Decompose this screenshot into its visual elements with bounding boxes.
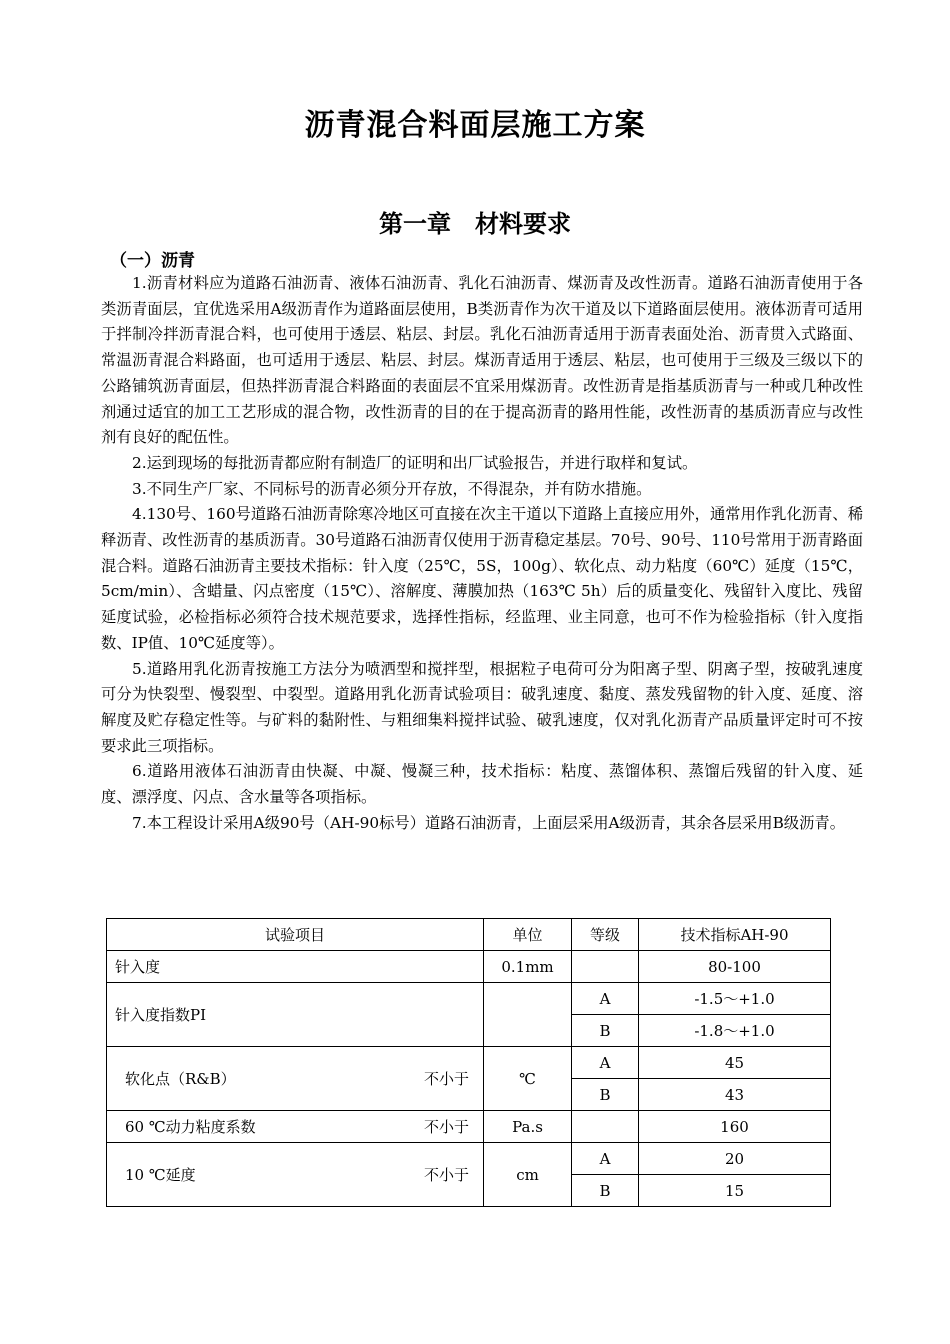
- softening-unit: ℃: [484, 1047, 572, 1111]
- viscosity-name: 60 ℃动力粘度系数: [125, 1118, 256, 1136]
- pi-value-a: -1.5～+1.0: [639, 983, 831, 1015]
- softening-value-b: 43: [639, 1079, 831, 1111]
- ductility-cond: 不小于: [423, 1166, 469, 1184]
- ductility-value-a: 20: [639, 1143, 831, 1175]
- penetration-grade: [572, 951, 639, 983]
- ductility-value-b: 15: [639, 1175, 831, 1207]
- header-unit: 单位: [484, 919, 572, 951]
- paragraph-3: 3.不同生产厂家、不同标号的沥青必须分开存放，不得混杂，并有防水措施。: [132, 479, 652, 498]
- viscosity-grade: [572, 1111, 639, 1143]
- document-title: 沥青混合料面层施工方案: [304, 108, 646, 143]
- ductility-unit: cm: [484, 1143, 572, 1207]
- paragraph-1: 1.沥青材料应为道路石油沥青、液体石油沥青、乳化石油沥青、煤沥青及改性沥青。道路石油沥青使用于各类沥青面层，宜优选采用A级沥青作为道路面层使用，B类沥青作为次干道及以下道路面层使用。液体沥青可适用于拌制冷拌沥青混合料，也可使用于透层、粘层、封层。乳化石油沥青适用于沥青表面处治、沥青贯入式路面、常温沥青混合料路面，也可适用于透层、粘层、封层。煤沥青适用于透层、粘层，也可使用于三级及三级以下的公路铺筑沥青面层，但热拌沥青混合料路面的表面层不宜采用煤沥青。改性沥青是指基质沥青与一种或几种改性剂通过适宜的加工工艺形成的混合物，改性沥青的目的在于提高沥青的路用性能，改性沥青的基质沥青应与改性剂有良好的配伍性。: [101, 274, 863, 447]
- paragraph-2: 2.运到现场的每批沥青都应附有制造厂的证明和出厂试验报告，并进行取样和复试。: [132, 453, 698, 472]
- ductility-grade-a: A: [572, 1143, 639, 1175]
- header-item: 试验项目: [107, 919, 484, 951]
- softening-grade-a: A: [572, 1047, 639, 1079]
- ductility-name: 10 ℃延度: [125, 1166, 196, 1184]
- chapter-heading: 第一章 材料要求: [379, 210, 571, 238]
- paragraph-5: 5.道路用乳化沥青按施工方法分为喷洒型和搅拌型，根据粒子电荷可分为阳离子型、阴离子型，按破乳速度可分为快裂型、慢裂型、中裂型。道路用乳化沥青试验项目：破乳速度、黏度、蒸发残留物的针入度、延度、溶解度及贮存稳定性等。与矿料的黏附性、与粗细集料搅拌试验、破乳速度，仅对乳化沥青产品质量评定时可不按要求此三项指标。: [101, 659, 863, 755]
- pi-value-b: -1.8～+1.0: [639, 1015, 831, 1047]
- penetration-unit: 0.1mm: [484, 951, 572, 983]
- viscosity-value: 160: [639, 1111, 831, 1143]
- ductility-cell: [107, 1143, 484, 1207]
- penetration-name: 针入度: [107, 951, 484, 983]
- section-heading: （一）沥青: [110, 251, 195, 271]
- softening-name: 软化点（R&B）: [125, 1070, 236, 1088]
- table-header-row: [107, 919, 831, 951]
- softening-grade-b: B: [572, 1079, 639, 1111]
- softening-value-a: 45: [639, 1047, 831, 1079]
- table-row: [107, 951, 831, 983]
- viscosity-cond: 不小于: [423, 1118, 469, 1136]
- table-row: [107, 1047, 831, 1079]
- asphalt-spec-table: [106, 918, 831, 1207]
- body-text: [101, 271, 863, 836]
- penetration-value: 80-100: [639, 951, 831, 983]
- pi-grade-b: B: [572, 1015, 639, 1047]
- table-row: [107, 1111, 831, 1143]
- pi-grade-a: A: [572, 983, 639, 1015]
- pi-name: 针入度指数PI: [107, 983, 484, 1047]
- table-row: [107, 1143, 831, 1175]
- header-spec: 技术指标AH-90: [639, 919, 831, 951]
- paragraph-4: 4.130号、160号道路石油沥青除寒冷地区可直接在次主干道以下道路上直接应用外，通常用作乳化沥青、稀释沥青、改性沥青的基质沥青。30号道路石油沥青仅使用于沥青稳定基层。70号、90号、110号常用于沥青路面混合料。道路石油沥青主要技术指标：针入度（25℃，5S，100g）、软化点、动力粘度（60℃）延度（15℃，5cm/min）、含蜡量、闪点密度（15℃）、溶解度、薄膜加热（163℃ 5h）后的质量变化、残留针入度比、残留延度试验，必检指标必须符合技术规范要求，选择性指标，经监理、业主同意，也可不作为检验指标（针入度指数、IP值、10℃延度等）。: [101, 505, 864, 652]
- softening-cell: [107, 1047, 484, 1111]
- viscosity-unit: Pa.s: [484, 1111, 572, 1143]
- ductility-grade-b: B: [572, 1175, 639, 1207]
- viscosity-cell: [107, 1111, 484, 1143]
- paragraph-6: 6.道路用液体石油沥青由快凝、中凝、慢凝三种，技术指标：粘度、蒸馏体积、蒸馏后残留的针入度、延度、漂浮度、闪点、含水量等各项指标。: [101, 762, 863, 807]
- pi-unit: [484, 983, 572, 1047]
- paragraph-7: 7.本工程设计采用A级90号（AH-90标号）道路石油沥青，上面层采用A级沥青，其余各层采用B级沥青。: [132, 813, 845, 832]
- header-grade: 等级: [572, 919, 639, 951]
- table-row: [107, 983, 831, 1015]
- softening-cond: 不小于: [423, 1070, 469, 1088]
